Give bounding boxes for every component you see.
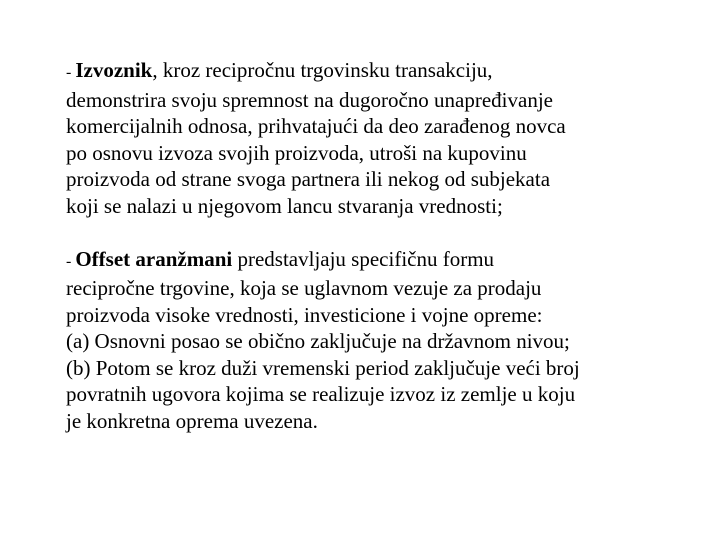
paragraph-line: po osnovu izvoza svojih proizvoda, utroši na kupovinu: [66, 140, 527, 165]
paragraph-line: [66, 246, 686, 276]
line-text: , kroz recipročnu trgovinsku transakciju,: [152, 58, 493, 82]
paragraph-line: (a) Osnovni posao se obično zaključuje na državnom nivou;: [66, 329, 570, 353]
paragraph-izvoznik: [66, 57, 686, 219]
paragraph-line: komercijalnih odnosa, prihvatajući da deo zarađenog novca: [66, 114, 566, 138]
paragraph-offset: [66, 246, 686, 435]
line-text: predstavljaju specifičnu formu: [232, 246, 495, 271]
paragraph-line: je konkretna oprema uvezena.: [66, 408, 318, 433]
paragraph-line: [66, 57, 686, 87]
bullet-dash: -: [66, 252, 76, 270]
paragraph-line: povratnih ugovora kojima se realizuje izvoz iz zemlje u koju: [66, 382, 576, 406]
paragraph-line: recipročne trgovine, koja se uglavnom vezuje za prodaju: [66, 276, 542, 300]
paragraph-line: (b) Potom se kroz duži vremenski period zaključuje veći broj: [66, 355, 580, 380]
paragraph-line: koji se nalazi u njegovom lancu stvaranja vrednosti;: [66, 193, 503, 218]
bold-term: Offset aranžmani: [75, 246, 233, 271]
paragraph-line: proizvoda visoke vrednosti, investicione i vojne opreme:: [66, 302, 543, 327]
bullet-dash: -: [66, 64, 76, 81]
slide-content: [66, 57, 686, 434]
bold-term: Izvoznik: [75, 58, 153, 82]
paragraph-line: demonstrira svoju spremnost na dugoročno unapređivanje: [66, 87, 553, 112]
paragraph-line: proizvoda od strane svoga partnera ili nekog od subjekata: [66, 167, 551, 191]
